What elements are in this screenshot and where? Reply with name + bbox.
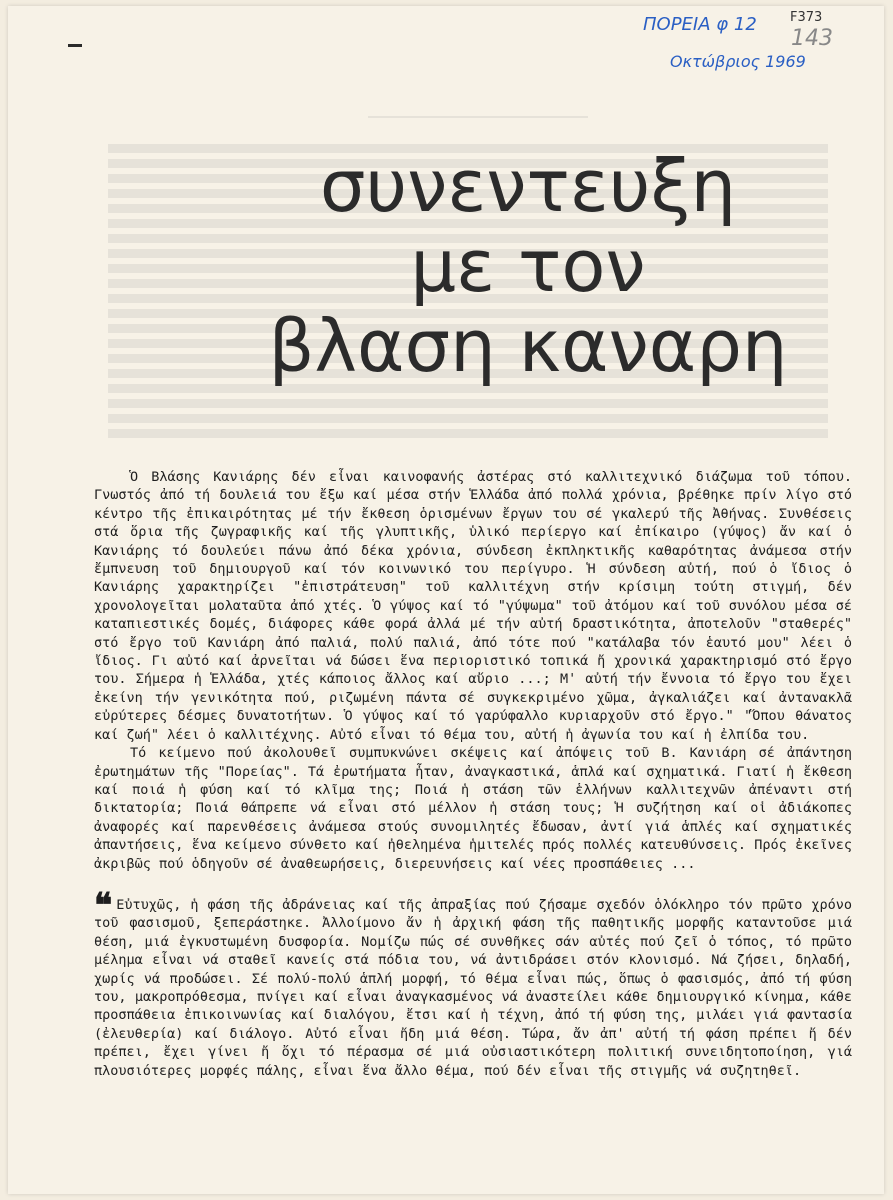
- title-line-2: με τον: [410, 224, 646, 308]
- intro-paragraph-2: Τό κείμενο πού ἀκολουθεῖ συμπυκνώνει σκέψεις καί ἀπόψεις τοῦ Β. Κανιάρη σέ ἀπάντηση ἐρωτημάτων τῆς "Πορείας". Τά ἐρωτήματα ἦταν, ἀναγκαστικά, ἁπλά καί σχηματικά. Γιατί ἡ ἔκθεση καί ποιά ἡ φύση καί τό κλῖμα της; Ποιά ἡ στάση τῶν ἑλλήνων καλλιτεχνῶν ἀπέναντι στή δικτατορία; Ποιά θάπρεπε νά εἶναι στό μέλλον ἡ στάση τους; Ἡ συζήτηση καί οἱ ἀδιάκοπες ἀναφορές καί παρενθέσεις ἀνάμεσα στούς συνομιλητές ἔδωσαν, ἀντί γιά ἁπλές καί σχηματικές ἀπαντήσεις, ἕνα κείμενο σύνθετο καί ἠθελημένα ἡμιτελές πρός πολλές κατευθύνσεις. Πρός ἐκεῖνες ἀκριβῶς πού ὁδηγοῦν σέ ἀναθεωρήσεις, διερευνήσεις καί νέες προσπάθειες ...: [94, 745, 852, 872]
- ink-mark: [68, 44, 82, 47]
- code-annotation: F373: [790, 10, 823, 25]
- title-line-3: βλαση καναρη: [268, 304, 788, 388]
- document-page: [8, 6, 884, 1194]
- interview-quote: [94, 886, 852, 1080]
- intro-paragraph: Ὁ Βλάσης Κανιάρης δέν εἶναι καινοφανής ἀστέρας στό καλλιτεχνικό διάζωμα τοῦ τόπου. Γνωστός ἀπό τή δουλειά του ἔξω καί μέσα στήν Ἑλλάδα ἀπό πολλά χρόνια, βρέθηκε πρίν λίγο στό κέντρο τῆς ἐπικαιρότητας μέ τήν ἔκθεση ὁρισμένων ἔργων του σέ γκαλερύ τῆς Ἀθήνας. Συνθέσεις στά ὅρια τῆς ζωγραφικῆς καί τῆς γλυπτικῆς, ὑλικό περίεργο καί ἐπίκαιρο (γύψος) ἄν καί ὁ Κανιάρης τό δουλεύει πάνω ἀπό δέκα χρόνια, σύνδεση ἐκπληκτικῆς καθαρότητας ἀνάμεσα στήν ἔμπνευση τοῦ δημιουργοῦ καί τόν κοινωνικό του περίγυρο. Ἡ σύνδεση αὐτή, πού ὁ ἴδιος ὁ Κανιάρης χαρακτηρίζει "ἐπιστράτευση" τοῦ καλλιτέχνη στήν κρίσιμη τούτη στιγμή, δέν χρονολογεῖται μολαταῦτα ἀπό χτές. Ὁ γύψος καί τό "γύψωμα" τοῦ ἀτόμου καί τοῦ συνόλου μέσα σέ καταπιεστικές δομές, διάφορες κάθε φορά ἀλλά μέ τήν αὐτή δραστικότητα, ἀποτελοῦν "σταθερές" στό ἔργο τοῦ Κανιάρη ἀπό παλιά, πολύ παλιά, ἀπό τότε πού "κατάλαβα τόν ἑαυτό μου" λέει ὁ ἴδιος. Γι αὐτό καί ἀρνεῖται νά δώσει ἕνα περιοριστικό τοπικά ἤ χρονικά χαρακτηρισμό στό ἔργο του. Σήμερα ἡ Ἑλλάδα, χτές κάποιος ἄλλος καί αὔριο ...; Μ' αὐτή τήν ἔννοια τό ἔργο του ἔχει ἐκείνη τήν γενικότητα πού, ριζωμένη πάντα σέ συγκεκριμένο χῶμα, ἀγκαλιάζει καί ἀντανακλᾶ εὐρύτερες δέσμες δυνατοτήτων. Ὁ γύψος καί τό γαρύφαλλο κυριαρχοῦν στό ἔργο." "Ὅπου θάνατος καί ζωή" λέει ὁ καλλιτέχνης. Αὐτό εἶναι τό θέμα του, αὐτή ἡ ἀγωνία του καί ἡ ἐλπίδα του.: [94, 469, 852, 743]
- journal-annotation: ΠΟΡΕΙΑ φ 12: [643, 14, 757, 35]
- page-title: [228, 146, 828, 386]
- quote-mark-icon: ❝: [94, 886, 113, 926]
- quote-text: Εὐτυχῶς, ἡ φάση τῆς ἀδράνειας καί τῆς ἀπραξίας πού ζήσαμε σχεδόν ὁλόκληρο τόν πρῶτο χρόνο τοῦ φασισμοῦ, ξεπεράστηκε. Ἀλλοίμονο ἄν ἡ ἀρχική φάση τῆς παθητικῆς μορφῆς καταντοῦσε μιά θέση, μιά ἐγκυστωμένη δυσφορία. Νομίζω πώς σέ συνθῆκες σάν αὐτές πού ζεῖ ὁ τόπος, τό πρῶτο μέλημα εἶναι νά σταθεῖ κανείς στά πόδια του, νά ἀντιδράσει στόν κλονισμό. Νά ζήσει, δηλαδή, χωρίς νά προδώσει. Σέ πολύ-πολύ ἁπλή μορφή, τό θέμα εἶναι πώς, ὅπως ὁ φασισμός, ἀπό τή φύση του, μακροπρόθεσμα, πνίγει καί εἶναι ἀναγκασμένος νά ἀναστείλει κάθε δημιουργικό κίνημα, κάθε προσπάθεια ἐπικοινωνίας καί διαλόγου, ἔτσι καί ἡ τέχνη, ἀπό τή φύση της, μιλάει γιά φαντασία (ἐλευθερία) καί διάλογο. Αὐτό εἶναι ἤδη μιά θέση. Τώρα, ἄν ἀπ' αὐτή τή φάση πρέπει ἤ δέν πρέπει, ἔχει γίνει ἤ ὄχι τό πέρασμα σέ μιά οὐσιαστικότερη πολιτική συνειδητοποίηση, γιά πλουσιότερες μορφές πάλης, εἶναι ἕνα ἄλλο θέμα, πού δέν εἶναι τῆς στιγμῆς νά συζητηθεῖ.: [94, 897, 852, 1079]
- title-line-1: συνεντευξη: [319, 144, 737, 228]
- intro-text: [94, 468, 852, 873]
- date-annotation: Οκτώβριος 1969: [670, 52, 806, 71]
- page-number-annotation: 143: [791, 26, 833, 51]
